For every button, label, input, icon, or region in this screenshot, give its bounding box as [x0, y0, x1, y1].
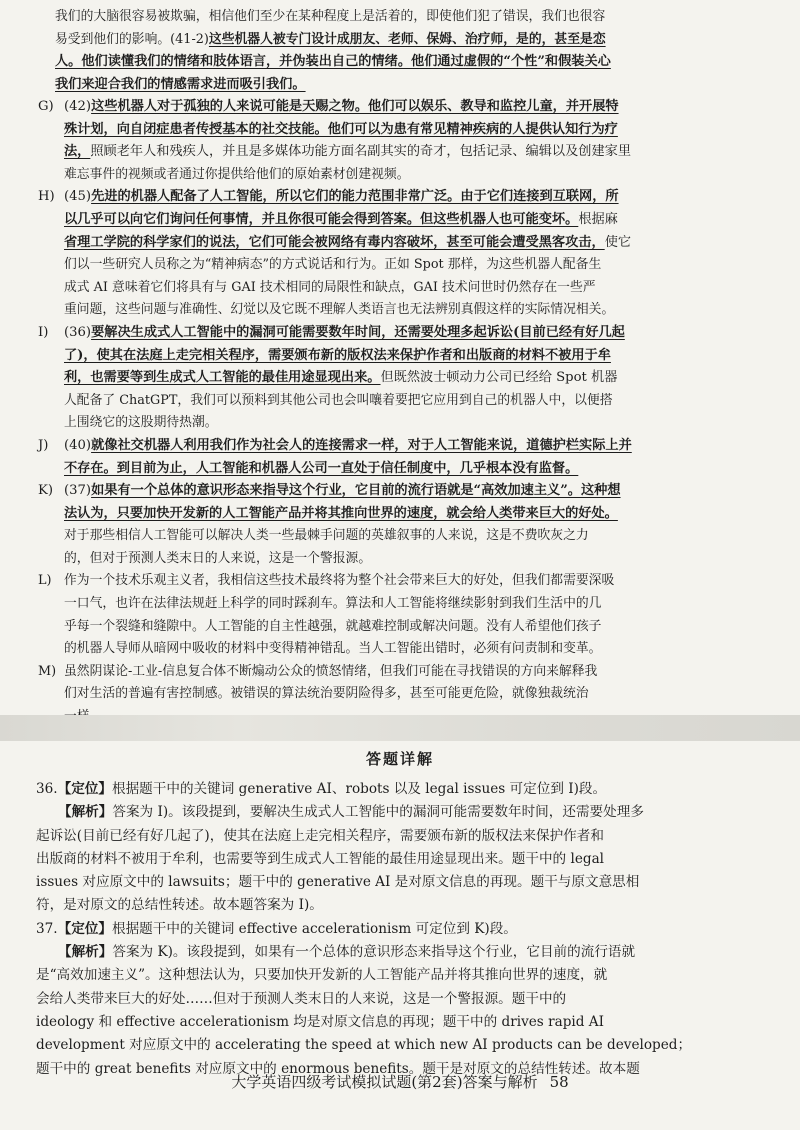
answer-analysis-line — [36, 1034, 778, 1057]
answer-analysis-line — [36, 848, 778, 871]
paragraph-line — [38, 322, 778, 345]
paragraph-line — [38, 254, 778, 277]
plain-text: 重问题，这些问题与准确性、幻觉以及它既不理解人类语言也无法辨别真假这样的实际情况相关。 — [64, 302, 615, 318]
paragraph-line — [38, 141, 778, 164]
plain-text: 上围绕它的这股期待热潮。 — [64, 415, 218, 431]
plain-text: 使它 — [604, 234, 632, 250]
plain-text: 对于那些相信人工智能可以解决人类一些最棘手问题的英雄叙事的人来说，这是不费吹灰之力 — [64, 528, 589, 544]
key-sentence: 法， — [64, 144, 91, 160]
paragraph-label: H) — [38, 189, 55, 205]
plain-text: 们对生活的普遍有害控制感。被错误的算法统治要阴险得多，甚至可能更危险，就像独裁统治 — [64, 686, 589, 702]
key-sentence: 人。他们读懂我们的情绪和肢体语言，并伪装出自己的情绪。他们通过虚假的“个性”和假装关心 — [55, 54, 611, 70]
plain-text: (42) — [64, 99, 92, 114]
plain-text: 乎每一个裂缝和缝隙中。人工智能的自主性越强，就越难控制或解决问题。没有人希望他们孩子 — [64, 618, 602, 634]
analysis-text: 题干中的 great benefits 对应原文中的 enormous benefits。题干是对原文的总结性转述。故本题 — [36, 1060, 640, 1077]
analysis-text: 起诉讼(目前已经有好几起了)，使其在法庭上走完相关程序，需要颁布新的版权法来保护作者和 — [36, 827, 604, 844]
paragraph-line — [38, 119, 778, 142]
paragraph-line — [38, 435, 778, 458]
answer-analysis-line — [36, 871, 778, 894]
analysis-text: 答案为 I)。该段提到，要解决生成式人工智能中的漏洞可能需要数年时间，还需要处理多 — [112, 804, 644, 821]
plain-text: 人配备了 ChatGPT，我们可以预料到其他公司也会叫嚷着要把它应用到自己的机器人中，以便搭 — [64, 392, 613, 408]
plain-text: 照顾老年人和残疾人，并且是多媒体功能方面名副其实的奇才，包括记录、编辑以及创建家里 — [90, 144, 632, 160]
locate-tag: 【定位】 — [57, 920, 112, 937]
paragraph-line — [38, 683, 778, 706]
answer-analysis-line — [36, 1011, 778, 1034]
analysis-tag: 【解析】 — [58, 804, 113, 821]
analysis-text: issues 对应原文中的 lawsuits；题干中的 generative AI 是对原文信息的再现。题干与原文意思相 — [36, 874, 640, 891]
analysis-text: ideology 和 effective accelerationism 均是对原文信息的再现；题干中的 drives rapid AI — [36, 1013, 604, 1030]
key-sentence: 如果有一个总体的意识形态来指导这个行业，它目前的流行语就是“高效加速主义”。这种想 — [91, 483, 621, 499]
paragraph-line — [38, 525, 778, 548]
plain-text: 一口气，也许在法律法规赶上科学的同时踩刹车。算法和人工智能将继续影射到我们生活中的几 — [64, 596, 602, 612]
paragraph-line — [38, 412, 778, 435]
locate-text: 根据题干中的关键词 effective accelerationism 可定位到 K)段。 — [112, 920, 517, 937]
locate-text: 根据题干中的关键词 generative AI、robots 以及 legal issues 可定位到 I)段。 — [112, 781, 607, 797]
analysis-tag: 【解析】 — [58, 944, 113, 961]
section-title: 答题详解 — [365, 750, 434, 768]
answer-locate — [36, 918, 778, 941]
plain-text: 虽然阴谋论-工业-信息复合体不断煽动公众的愤怒情绪，但我们可能在寻找错误的方向来解释我 — [64, 663, 598, 679]
page-number: 58 — [549, 1073, 569, 1091]
passage-line: 易受到他们的影响。(41-2)这些机器人被专门设计成朋友、老师、保姆、治疗师，是的，甚至是恋 — [55, 31, 606, 47]
paragraph-label: I) — [38, 324, 49, 340]
analysis-text: 是“高效加速主义”。这种想法认为，只要加快开发新的人工智能产品并将其推向世界的速度，就 — [36, 967, 608, 984]
paragraph-label: G) — [38, 99, 54, 114]
paragraph-line — [38, 277, 778, 300]
lettered-paragraphs — [38, 96, 778, 729]
key-sentence: 利，也需要等到生成式人工智能的最佳用途显现出来。 — [64, 370, 381, 386]
answer-locate — [36, 778, 778, 801]
key-sentence: 我们来迎合我们的情感需求进而吸引我们。 — [55, 76, 306, 92]
plain-text: (45) — [64, 189, 92, 205]
analysis-text: development 对应原文中的 accelerating the speed at which new AI products can be developed； — [36, 1037, 692, 1054]
key-sentence: 这些机器人对于孤独的人来说可能是天赐之物。他们可以娱乐、教导和监控儿童，并开展特 — [91, 99, 619, 114]
plain-text: 根据麻 — [578, 211, 618, 227]
footer-title: 大学英语四级考试模拟试题(第2套)答案与解析 — [231, 1073, 538, 1091]
paragraph-label: K) — [38, 483, 53, 499]
paragraph-line — [38, 593, 778, 616]
key-sentence: 这些机器人被专门设计成朋友、老师、保姆、治疗师，是的，甚至是恋 — [208, 31, 606, 47]
answer-analysis-line — [36, 825, 778, 848]
passage-line — [55, 51, 775, 74]
plain-text: 难忘事件的视频或者通过你提供给他们的原始素材创建视频。 — [64, 166, 410, 182]
paragraph-line — [38, 638, 778, 661]
key-sentence: 法认为，只要加快开发新的人工智能产品并将其推向世界的速度，就会给人类带来巨大的好处。 — [64, 505, 618, 521]
locate-tag: 【定位】 — [57, 781, 112, 797]
key-sentence: 殊计划，向自闭症患者传授基本的社交技能。他们可以为患有常见精神疾病的人提供认知行为疗 — [64, 121, 618, 137]
passage-continuation — [55, 6, 775, 96]
key-sentence: 省理工学院的科学家们的说法，它们可能会被网络有毒内容破坏，甚至可能会遭受黑客攻击， — [64, 234, 605, 250]
answer-analysis-line — [36, 894, 778, 917]
key-sentence: 了)，使其在法庭上走完相关程序，需要颁布新的版权法来保护作者和出版商的材料不被用于牟 — [64, 347, 611, 363]
key-sentence: 就像社交机器人利用我们作为社会人的连接需求一样，对于人工智能来说，道德护栏实际上并 — [91, 437, 632, 453]
paragraph-line — [38, 164, 778, 187]
paragraph-line — [38, 458, 778, 481]
paragraph-line — [38, 209, 778, 232]
paragraph-line — [38, 96, 778, 119]
paragraph-line — [38, 232, 778, 255]
paragraph-line — [38, 616, 778, 639]
paragraph-line — [38, 186, 778, 209]
passage-line: 我们的大脑很容易被欺骗，相信他们至少在某种程度上是活着的，即使他们犯了错误，我们也很容 — [55, 9, 606, 24]
paragraph-line — [38, 503, 778, 526]
page-footer — [0, 1071, 800, 1092]
plain-text: 们以一些研究人员称之为“精神病态”的方式说话和行为。正如 Spot 那样，为这些机器人配备生 — [64, 257, 602, 273]
plain-text: (36) — [64, 324, 92, 340]
key-sentence: 先进的机器人配备了人工智能，所以它们的能力范围非常广泛。由于它们连接到互联网，所 — [91, 189, 619, 205]
paragraph-line — [38, 480, 778, 503]
plain-text: 的，但对于预测人类末日的人来说，这是一个警报源。 — [64, 550, 372, 566]
question-number: 36. — [36, 781, 58, 797]
paragraph-line — [38, 390, 778, 413]
analysis-text: 答案为 K)。该段提到，如果有一个总体的意识形态来指导这个行业，它目前的流行语就 — [112, 944, 636, 961]
answer-analysis-line — [36, 988, 778, 1011]
plain-text: 的机器人导师从暗网中吸收的材料中变得精神错乱。当人工智能出错时，必须有问责制和变革。 — [64, 641, 602, 657]
answer-explanations — [36, 778, 778, 1081]
plain-text: (37) — [64, 483, 92, 499]
paragraph-label: L) — [38, 573, 52, 589]
paragraph-line — [38, 367, 778, 390]
passage-line — [55, 74, 775, 97]
plain-text: 成式 AI 意味着它们将具有与 GAI 技术相同的局限性和缺点，GAI 技术问世时仍然存在一些严 — [64, 279, 596, 295]
paragraph-label: M) — [38, 663, 57, 679]
paragraph-line — [38, 548, 778, 571]
key-sentence: 不存在。到目前为止，人工智能和机器人公司一直处于信任制度中，几乎根本没有监督。 — [64, 460, 579, 476]
paragraph-line — [38, 345, 778, 368]
plain-text: 作为一个技术乐观主义者，我相信这些技术最终将为整个社会带来巨大的好处，但我们都需要深吸 — [64, 573, 615, 589]
section-divider — [0, 715, 800, 741]
question-number: 37. — [36, 920, 58, 937]
answer-analysis-line — [36, 964, 778, 987]
key-sentence: 要解决生成式人工智能中的漏洞可能需要数年时间，还需要处理多起诉讼(目前已经有好几起 — [91, 324, 625, 340]
answer-analysis-line — [36, 941, 778, 964]
paragraph-line — [38, 570, 778, 593]
plain-text: 但既然波士顿动力公司已经给 Spot 机器 — [380, 370, 618, 386]
analysis-text: 符，是对原文的总结性转述。故本题答案为 I)。 — [36, 897, 323, 914]
paragraph-line — [38, 299, 778, 322]
analysis-text: 会给人类带来巨大的好处……但对于预测人类末日的人来说，这是一个警报源。题干中的 — [36, 990, 567, 1007]
paragraph-label: J) — [38, 437, 49, 453]
paragraph-line — [38, 661, 778, 684]
analysis-text: 出版商的材料不被用于牟利，也需要等到生成式人工智能的最佳用途显现出来。题干中的 legal — [36, 850, 605, 867]
key-sentence: 以几乎可以向它们询问任何事情，并且你很可能会得到答案。但这些机器人也可能变坏。 — [64, 211, 579, 227]
plain-text: (40) — [64, 437, 92, 453]
answer-analysis-line — [36, 801, 778, 824]
